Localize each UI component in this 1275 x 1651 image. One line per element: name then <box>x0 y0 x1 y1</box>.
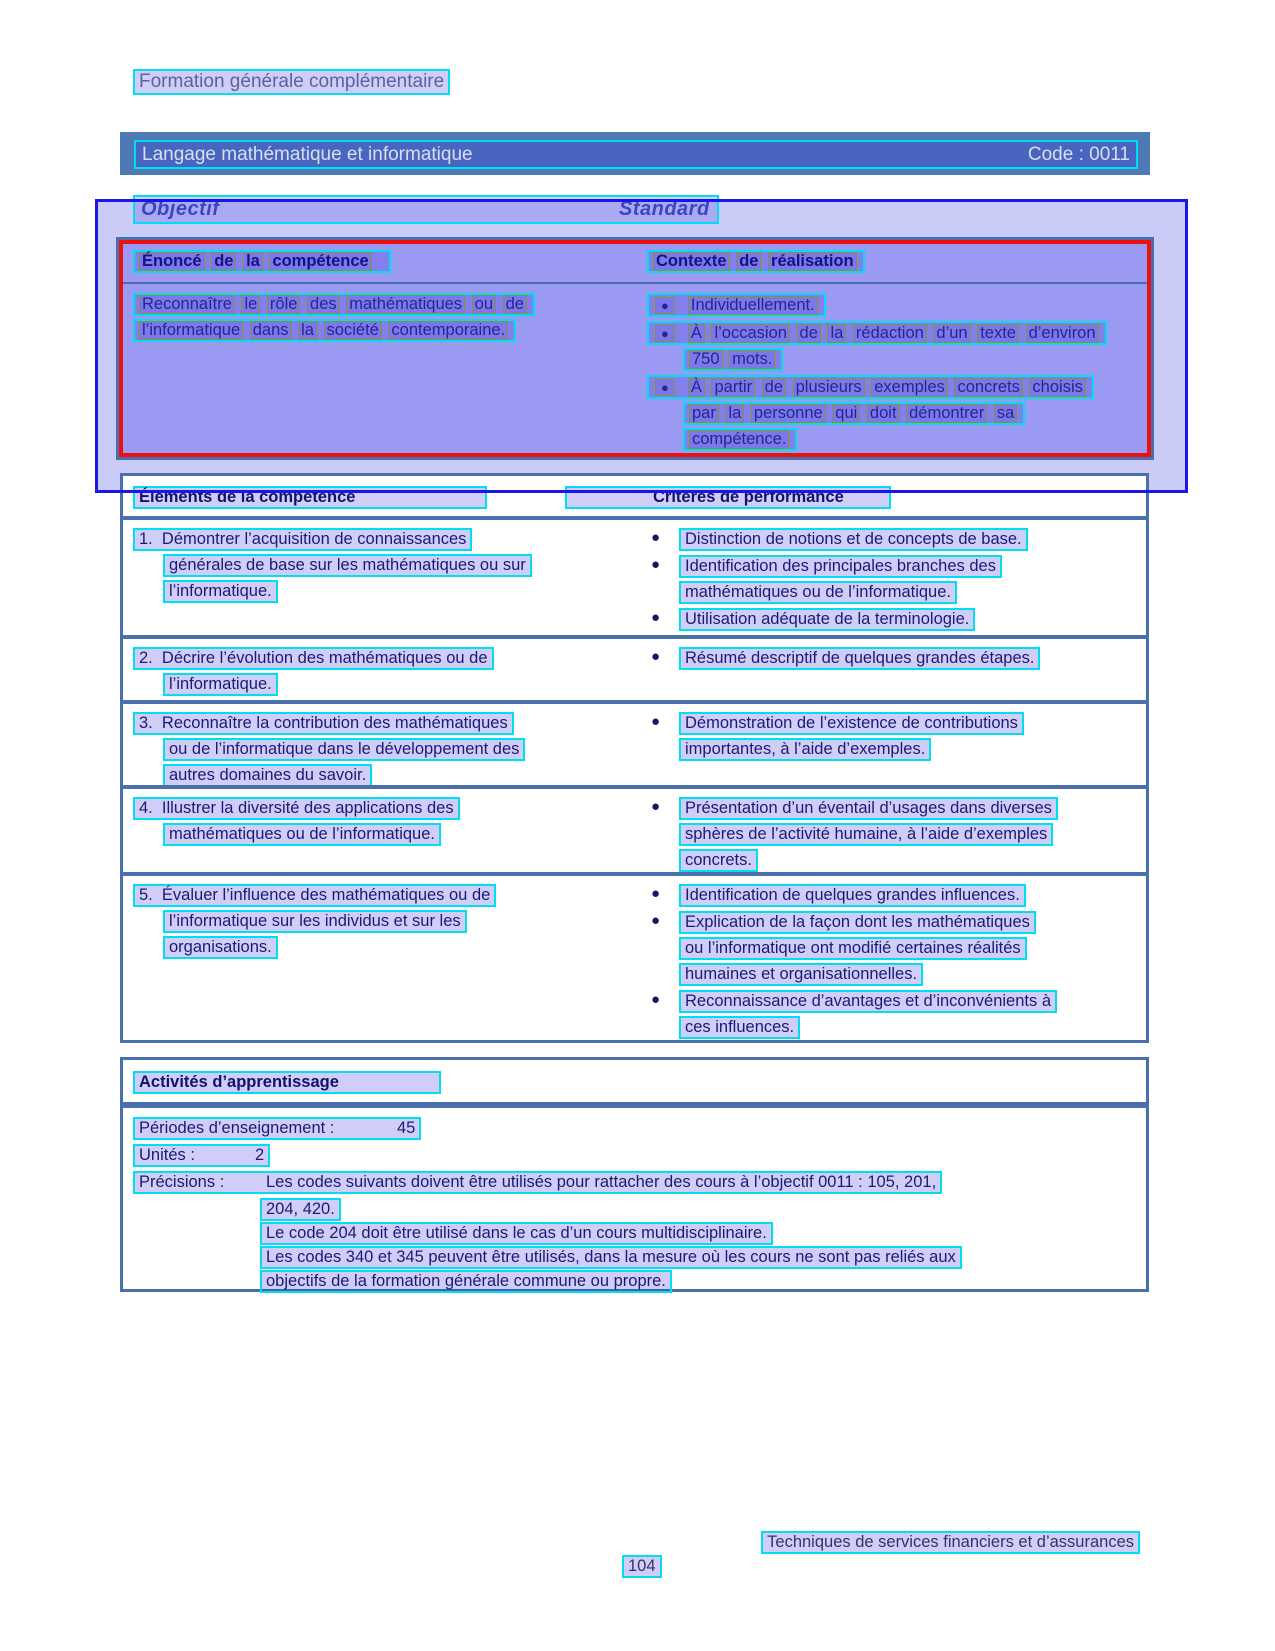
word-box: la <box>298 321 317 340</box>
element-line: 3. Reconnaître la contribution des mathématiques <box>133 712 514 735</box>
bullet-line <box>647 937 1146 960</box>
criteria-line: Distinction de notions et de concepts de base. <box>679 528 1028 551</box>
footer-program <box>761 1531 1140 1554</box>
bullet-item <box>647 293 1147 317</box>
criteres-header-cell <box>647 486 1146 516</box>
criteria-line: Résumé descriptif de quelques grandes étapes. <box>679 647 1040 670</box>
criteria-cell <box>647 528 1146 635</box>
word-box: de <box>503 295 527 314</box>
criteria-line: mathématiques ou de l’informatique. <box>679 581 957 604</box>
criteria-line: Démonstration de l’existence de contributions <box>679 712 1024 735</box>
periodes-label: Périodes d’enseignement : <box>139 1119 335 1137</box>
bullet-icon: ● <box>651 609 661 626</box>
word-box: sa <box>994 404 1017 423</box>
contexte-line <box>683 428 797 451</box>
criteria-line: Identification des principales branches des <box>679 555 1002 578</box>
bullet-line <box>647 321 1147 345</box>
criteria-cell <box>647 884 1146 1045</box>
table-row <box>123 639 1146 704</box>
precisions-text-line: objectifs de la formation générale commune ou propre. <box>260 1270 672 1293</box>
precisions-line <box>133 1171 942 1194</box>
contexte-header-cell <box>647 250 1147 282</box>
criteria-line: ou l’informatique ont modifié certaines réalités <box>679 937 1027 960</box>
activites-header: Activités d’apprentissage <box>133 1071 441 1094</box>
element-line: 4. Illustrer la diversité des applications des <box>133 797 460 820</box>
bullet-line <box>647 608 1146 631</box>
bullet-item <box>647 608 1146 631</box>
element-line: 2. Décrire l’évolution des mathématiques ou de <box>133 647 494 670</box>
bullet-icon: ● <box>651 713 661 730</box>
word-box: le <box>241 295 260 314</box>
word-box: de <box>736 252 761 271</box>
precisions-text: Les codes suivants doivent être utilisés pour rattacher des cours à l’objectif 0011 : 105, 201, <box>266 1173 937 1191</box>
word-box: 750 <box>689 350 723 369</box>
enonce-statement-cell <box>133 293 647 455</box>
precisions-label: Précisions : <box>139 1173 225 1191</box>
page-heading-text: Formation générale complémentaire <box>133 69 450 95</box>
word-box: rôle <box>267 295 301 314</box>
enonce-body-row <box>123 284 1147 455</box>
contexte-bullet-list <box>647 293 1147 455</box>
periodes-line <box>133 1117 421 1140</box>
criteria-line: ces influences. <box>679 1016 800 1039</box>
bullet-item <box>647 647 1146 670</box>
bullet-item <box>647 528 1146 551</box>
objectif-label: Objectif <box>141 198 220 220</box>
periodes-value: 45 <box>397 1119 416 1137</box>
criteria-line: Explication de la façon dont les mathématiques <box>679 911 1036 934</box>
word-box: des <box>307 295 340 314</box>
enonce-table-red-frame <box>119 240 1151 457</box>
word-box: contemporaine. <box>388 321 508 340</box>
bullet-icon: ● <box>651 529 661 546</box>
criteria-cell <box>647 647 1146 700</box>
elements-header: Éléments de la compétence <box>133 486 487 509</box>
competence-statement-line <box>133 319 516 342</box>
unites-value: 2 <box>255 1146 265 1164</box>
banner-highlight-line <box>134 140 1138 169</box>
table-row <box>123 520 1146 639</box>
element-cell <box>133 884 647 1045</box>
element-line: autres domaines du savoir. <box>163 764 372 787</box>
criteria-cell <box>647 797 1146 872</box>
precisions-text-line: Le code 204 doit être utilisé dans le cas d’un cours multidisciplinaire. <box>260 1222 773 1245</box>
word-box: qui <box>832 404 860 423</box>
word-box: Reconnaître <box>139 295 235 314</box>
word-box: par <box>689 404 719 423</box>
enonce-header-row <box>123 244 1147 284</box>
word-box: l’occasion <box>711 324 789 343</box>
word-box: d’environ <box>1026 324 1099 343</box>
word-box: Contexte <box>653 252 730 271</box>
word-box: À <box>688 378 705 397</box>
contexte-line <box>683 348 783 371</box>
bullet-item <box>647 321 1147 371</box>
bullet-line <box>647 647 1146 670</box>
word-box: texte <box>977 324 1019 343</box>
contexte-header <box>647 250 865 273</box>
word-box: de <box>762 378 786 397</box>
word-box: doit <box>867 404 900 423</box>
bullet-line <box>647 528 1146 551</box>
bullet-item <box>647 884 1146 907</box>
word-box: personne <box>751 404 826 423</box>
element-line: 5. Évaluer l’influence des mathématiques ou de <box>133 884 496 907</box>
element-line: mathématiques ou de l’informatique. <box>163 823 441 846</box>
bullet-icon: ● <box>655 297 675 314</box>
word-box: compétence <box>269 252 371 271</box>
word-box: de <box>211 252 236 271</box>
enonce-table <box>116 237 1154 460</box>
criteria-line: humaines et organisationnelles. <box>679 963 923 986</box>
word-box: réalisation <box>768 252 857 271</box>
contexte-line <box>647 293 826 317</box>
bullet-icon: ● <box>651 798 661 815</box>
bullet-line <box>647 911 1146 934</box>
bullet-line <box>647 348 1147 371</box>
word-box: concrets <box>954 378 1022 397</box>
course-banner <box>120 132 1150 175</box>
bullet-line <box>647 990 1146 1013</box>
bullet-item <box>647 990 1146 1039</box>
contexte-line <box>647 321 1107 345</box>
bullet-icon: ● <box>655 379 675 396</box>
word-box: ou <box>472 295 496 314</box>
criteria-line: concrets. <box>679 849 758 872</box>
criteria-line: Reconnaissance d’avantages et d’inconvénients à <box>679 990 1057 1013</box>
course-code: Code : 0011 <box>1027 144 1130 165</box>
word-box: démontrer <box>906 404 987 423</box>
word-box: mathématiques <box>346 295 465 314</box>
element-cell <box>133 647 647 700</box>
bullet-line <box>647 402 1147 425</box>
word-box: l’informatique <box>139 321 243 340</box>
elements-rows <box>123 520 1146 1045</box>
precisions-text-line: 204, 420. <box>260 1198 341 1221</box>
standard-label: Standard <box>619 198 710 220</box>
precisions-text-line: Les codes 340 et 345 peuvent être utilisés, dans la mesure où les cours ne sont pas reliés aux <box>260 1246 962 1269</box>
word-box: compétence. <box>689 430 789 449</box>
bullet-icon: ● <box>651 912 661 929</box>
bullet-item <box>647 555 1146 604</box>
unites-label: Unités : <box>139 1146 195 1164</box>
word-box: choisis <box>1029 378 1085 397</box>
bullet-line <box>647 823 1146 846</box>
footer-page-number <box>622 1555 662 1578</box>
unites-line <box>133 1144 270 1167</box>
bullet-line <box>647 428 1147 451</box>
bullet-icon: ● <box>651 991 661 1008</box>
bullet-line <box>647 555 1146 578</box>
bullet-line <box>647 963 1146 986</box>
bullet-item <box>647 797 1146 872</box>
page-heading <box>133 69 450 95</box>
bullet-line <box>647 581 1146 604</box>
bullet-line <box>647 884 1146 907</box>
element-line: 1. Démontrer l’acquisition de connaissances <box>133 528 472 551</box>
word-box: dans <box>250 321 292 340</box>
elements-table <box>120 473 1149 1043</box>
bullet-icon: ● <box>651 885 661 902</box>
element-line: l’informatique. <box>163 580 278 603</box>
bullet-item <box>647 911 1146 986</box>
word-box: la <box>243 252 263 271</box>
table-row <box>123 876 1146 1045</box>
page-number: 104 <box>622 1555 662 1578</box>
competence-statement-line <box>133 293 535 316</box>
word-box: Énoncé <box>139 252 205 271</box>
element-line: ou de l’informatique dans le développement des <box>163 738 525 761</box>
bullet-line <box>647 797 1146 820</box>
word-box: mots. <box>729 350 775 369</box>
bullet-icon: ● <box>651 556 661 573</box>
criteria-line: Utilisation adéquate de la terminologie. <box>679 608 975 631</box>
word-box: de <box>797 324 821 343</box>
activites-content-box <box>120 1105 1149 1292</box>
criteria-line: sphères de l’activité humaine, à l’aide d’exemples <box>679 823 1053 846</box>
elements-header-row <box>123 476 1146 520</box>
bullet-line <box>647 712 1146 735</box>
bullet-line <box>647 293 1147 317</box>
contexte-line <box>683 402 1025 425</box>
word-box: À <box>688 324 705 343</box>
course-title: Langage mathématique et informatique <box>142 144 473 165</box>
criteres-header: Critères de performance <box>565 486 891 509</box>
element-line: l’informatique. <box>163 673 278 696</box>
element-line: organisations. <box>163 936 278 959</box>
objectif-standard-row <box>133 195 719 224</box>
bullet-line <box>647 849 1146 872</box>
bullet-item <box>647 712 1146 761</box>
enonce-header <box>133 250 391 273</box>
bullet-line <box>647 1016 1146 1039</box>
footer-program-text: Techniques de services financiers et d’assurances <box>761 1531 1140 1554</box>
word-box: la <box>725 404 744 423</box>
table-row <box>123 789 1146 876</box>
contexte-line <box>647 375 1094 399</box>
criteria-line: Identification de quelques grandes influences. <box>679 884 1026 907</box>
word-box: exemples <box>871 378 948 397</box>
element-line: générales de base sur les mathématiques ou sur <box>163 554 532 577</box>
criteria-cell <box>647 712 1146 785</box>
bullet-line <box>647 375 1147 399</box>
bullet-icon: ● <box>651 648 661 665</box>
word-box: la <box>827 324 846 343</box>
bullet-item <box>647 375 1147 451</box>
criteria-line: importantes, à l’aide d’exemples. <box>679 738 931 761</box>
enonce-header-cell <box>133 250 647 282</box>
word-box: d’un <box>933 324 970 343</box>
element-cell <box>133 797 647 872</box>
bullet-line <box>647 738 1146 761</box>
element-line: l’informatique sur les individus et sur les <box>163 910 467 933</box>
word-box: rédaction <box>853 324 927 343</box>
element-cell <box>133 712 647 785</box>
word-box: société <box>324 321 382 340</box>
bullet-icon: ● <box>655 325 675 342</box>
criteria-line: Présentation d’un éventail d’usages dans diverses <box>679 797 1058 820</box>
activites-header-box <box>120 1057 1149 1105</box>
element-cell <box>133 528 647 635</box>
table-row <box>123 704 1146 789</box>
word-box: plusieurs <box>793 378 865 397</box>
word-box: partir <box>711 378 755 397</box>
word-box: Individuellement. <box>688 296 818 315</box>
